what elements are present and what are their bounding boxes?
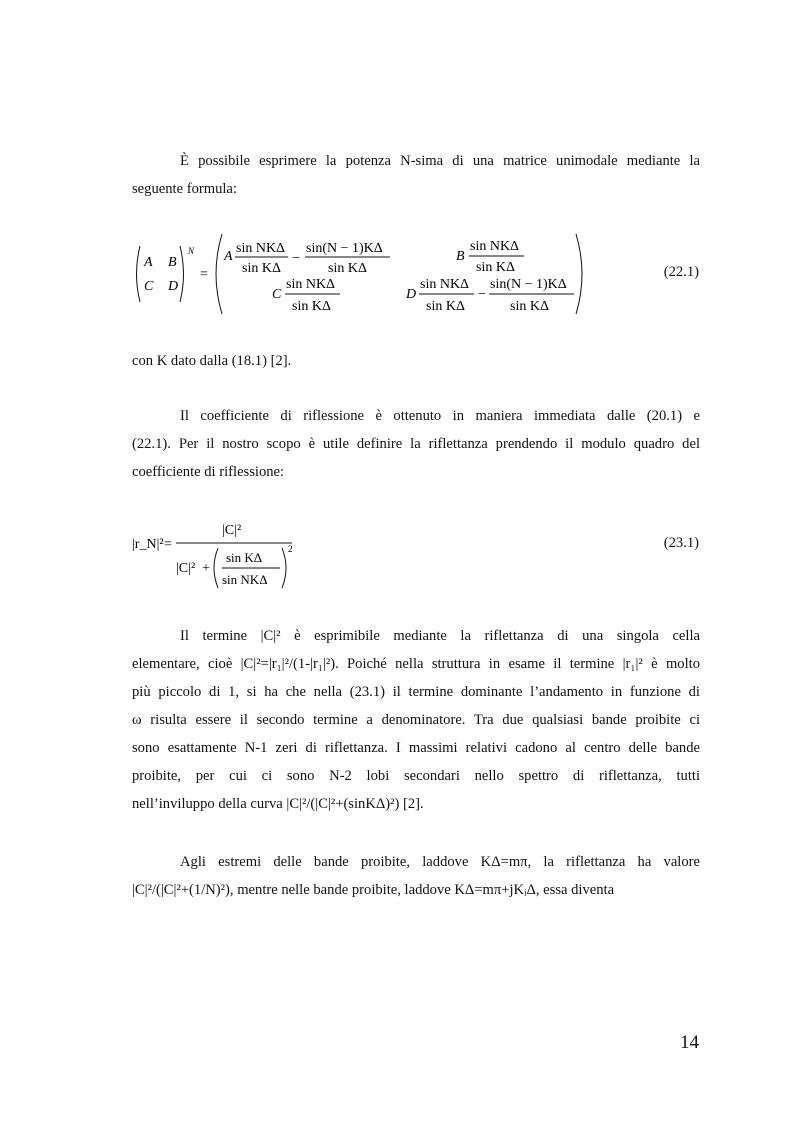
lhs-a: A [144,255,153,270]
rhs-left-paren [216,234,222,314]
frac-den: sin KΔ [242,261,281,276]
minus-sign: − [292,251,300,266]
lhs-b: B [168,255,177,270]
text-line: più piccolo di 1, si ha che nella (23.1) il termine dominante l’andamento in funzione di [132,684,700,700]
text-line: elementare, cioè |C|²=|r₁|²/(1-|r₁|²). Poiché nella struttura in esame il termine |r₁|² è molto [132,656,700,672]
frac-den: sin KΔ [328,261,367,276]
frac-num: sin(N − 1)KΔ [490,277,567,292]
paragraph-single-cell [132,622,700,818]
paragraph-band-edges [132,848,700,904]
power: 2 [288,544,293,554]
text-line: Il termine |C|² è esprimibile mediante la riflettanza di una singola cella [180,628,700,644]
numerator: |C|² [222,523,242,538]
lhs-power: N [188,246,195,256]
text-line: seguente formula: [132,181,237,197]
lhs-right-paren [180,246,184,302]
coef-b: B [456,249,465,264]
text-line: È possibile esprimere la potenza N-sima di una matrice unimodale mediante la [180,153,700,169]
frac-den: sin KΔ [426,299,465,314]
equation-23-1 [130,512,310,592]
frac-den: sin KΔ [476,260,515,275]
text-line: (22.1). Per il nostro scopo è utile definire la riflettanza prendendo il modulo quadro del [132,436,700,452]
paragraph-intro [132,147,700,203]
frac-num: sin NKΔ [236,241,286,256]
frac-num: sin(N − 1)KΔ [306,241,383,256]
inner-den: sin NKΔ [222,572,268,587]
frac-den: sin KΔ [292,299,331,314]
text-line: nell’inviluppo della curva |C|²/(|C|²+(sinKΔ)²) [2]. [132,796,424,812]
inner-left-paren [214,548,218,588]
equation-22-1 [130,228,600,320]
frac-num: sin NKΔ [420,277,470,292]
lhs-c: C [144,279,154,294]
lhs-d: D [168,279,179,294]
text-line: ω risulta essere il secondo termine a denominatore. Tra due qualsiasi bande proibite ci [132,712,700,728]
text-line: coefficiente di riflessione: [132,464,285,480]
coef-a: A [224,249,233,264]
text-line: |C|²/(|C|²+(1/N)²), mentre nelle bande proibite, laddove KΔ=mπ+jKᵢΔ, essa diventa [132,882,615,898]
text-line: sono esattamente N-1 zeri di riflettanza. I massimi relativi cadono al centro delle bande [132,740,700,756]
text-line: Agli estremi delle bande proibite, laddove KΔ=mπ, la riflettanza ha valore [180,854,700,870]
equals-sign: = [200,267,208,282]
coef-d: D [406,287,417,302]
inner-right-paren [282,548,286,588]
equation-number: (22.1) [663,264,699,280]
coef-c: C [272,287,282,302]
frac-num: sin NKΔ [470,239,520,254]
frac-num: sin NKΔ [286,277,336,292]
lhs-left-paren [137,246,141,302]
text-line: Il coefficiente di riflessione è ottenuto in maniera immediata dalle (20.1) e [180,408,700,424]
page-number: 14 [680,1032,699,1053]
rhs-right-paren [576,234,582,314]
text-line: con K dato dalla (18.1) [2]. [132,353,292,369]
paragraph-reflection [132,402,700,486]
equals-sign: = [164,537,172,552]
den-term: |C|² [176,561,196,576]
text-line: proibite, per cui ci sono N-2 lobi secondari nello spettro di riflettanza, tutti [132,768,700,784]
minus-sign: − [478,287,486,302]
equation-number: (23.1) [663,535,699,551]
plus-sign: + [202,561,210,576]
frac-den: sin KΔ [510,299,549,314]
inner-num: sin KΔ [226,550,263,565]
lhs-reflectance: |r_N|² [132,537,164,552]
paragraph-k-definition [132,347,700,375]
